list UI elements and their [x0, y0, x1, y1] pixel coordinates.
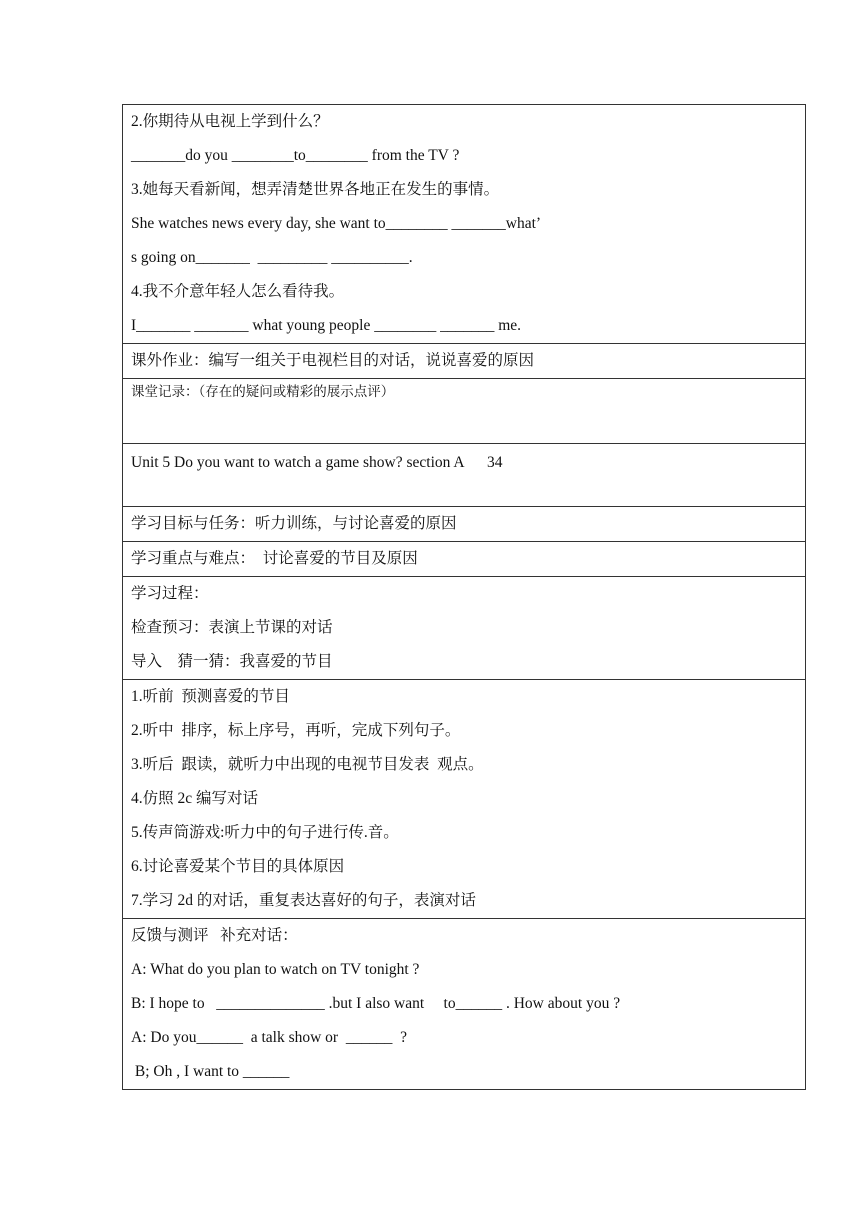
unit-title-cell: [123, 444, 806, 507]
class-notes-cell: [123, 379, 806, 444]
key-points-text: 学习重点与难点： 讨论喜爱的节目及原因: [131, 550, 418, 567]
listening-steps-row: [123, 680, 806, 919]
class-notes-label: 课堂记录：（存在的疑问或精彩的展示点评）: [131, 384, 395, 399]
feedback-row: [123, 919, 806, 1090]
exercise-line: _______do you ________to________ from the TV ?: [131, 147, 460, 164]
step-line: 1.听前 预测喜爱的节目: [131, 688, 290, 705]
exercise-line: 2.你期待从电视上学到什么？: [131, 113, 329, 130]
key-points-cell: [123, 542, 806, 577]
feedback-line: A: Do you______ a talk show or ______ ?: [131, 1029, 407, 1046]
homework-text: 课外作业：编写一组关于电视栏目的对话，说说喜爱的原因: [131, 352, 535, 369]
step-line: 3.听后 跟读，就听力中出现的电视节目发表 观点。: [131, 756, 484, 773]
step-line: 6.讨论喜爱某个节目的具体原因: [131, 858, 345, 875]
homework-row: [123, 344, 806, 379]
exercise-line: She watches news every day, she want to________ _______what’: [131, 215, 542, 232]
step-line: 5.传声筒游戏:听力中的句子进行传.音。: [131, 824, 399, 841]
worksheet-table: [122, 104, 806, 1090]
class-notes-row: [123, 379, 806, 444]
listening-steps-cell: [123, 680, 806, 919]
key-points-row: [123, 542, 806, 577]
process-line: 导入 猜一猜：我喜爱的节目: [131, 653, 333, 670]
feedback-line: B; Oh , I want to ______: [131, 1063, 290, 1080]
feedback-line: 反馈与测评 补充对话：: [131, 927, 298, 944]
exercise-line: I_______ _______ what young people ________ _______ me.: [131, 317, 522, 334]
exercise-line: s going on_______ _________ __________.: [131, 249, 413, 266]
goals-cell: [123, 507, 806, 542]
step-line: 2.听中 排序，标上序号，再听，完成下列句子。: [131, 722, 461, 739]
translation-exercise-cell: [123, 105, 806, 344]
learning-process-cell: [123, 577, 806, 680]
feedback-line: B: I hope to ______________ .but I also want to______ . How about you ?: [131, 995, 621, 1012]
goals-row: [123, 507, 806, 542]
step-line: 7.学习 2d 的对话，重复表达喜好的句子，表演对话: [131, 892, 476, 909]
unit-title: Unit 5 Do you want to watch a game show? section A 34: [131, 454, 503, 471]
feedback-line: A: What do you plan to watch on TV tonight ?: [131, 961, 420, 978]
goals-text: 学习目标与任务：听力训练，与讨论喜爱的原因: [131, 515, 457, 532]
step-line: 4.仿照 2c 编写对话: [131, 790, 259, 807]
process-line: 检查预习：表演上节课的对话: [131, 619, 333, 636]
exercise-line: 4.我不介意年轻人怎么看待我。: [131, 283, 345, 300]
exercise-line: 3.她每天看新闻，想弄清楚世界各地正在发生的事情。: [131, 181, 500, 198]
feedback-cell: [123, 919, 806, 1090]
translation-exercise-row: [123, 105, 806, 344]
process-line: 学习过程：: [131, 585, 209, 602]
learning-process-row: [123, 577, 806, 680]
homework-cell: [123, 344, 806, 379]
unit-title-row: [123, 444, 806, 507]
